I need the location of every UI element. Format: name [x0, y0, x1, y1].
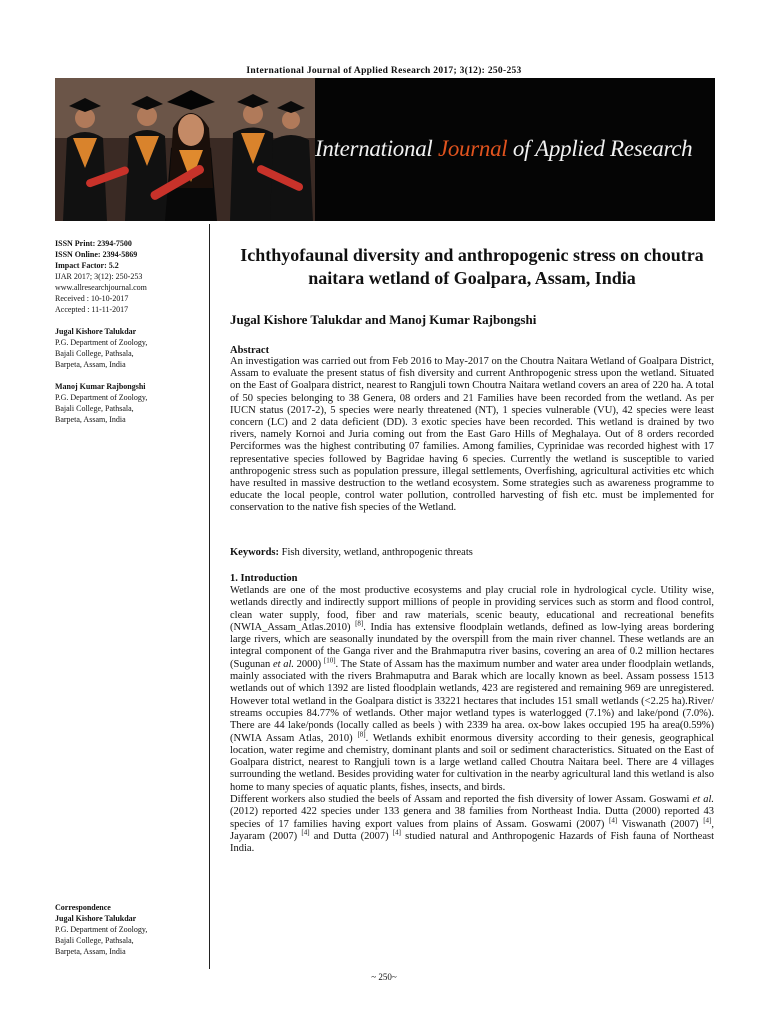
- citation-ref: [8]: [357, 730, 366, 739]
- author1-dept: P.G. Department of Zoology,: [55, 338, 148, 347]
- banner-title-accent: Journal: [437, 136, 508, 161]
- received-date: Received : 10-10-2017: [55, 294, 129, 303]
- introduction-heading: 1. Introduction: [230, 573, 298, 584]
- keywords-list: Fish diversity, wetland, anthropogenic threats: [279, 547, 473, 558]
- author2-dept: P.G. Department of Zoology,: [55, 393, 148, 402]
- paper-authors: Jugal Kishore Talukdar and Manoj Kumar Rajbongshi: [230, 312, 537, 327]
- intro-paragraph-1: Wetlands are one of the most productive ecosystems and play crucial role in hydrological cycle. Utility wise, wetlands directly and indirectly support millions of people in providing services such as storm and flood control, clean water supply, food, fiber and raw materials, scenic beauty, educational and recreational benefits (NWIA_Assam_Atlas.2010) [8]. India has extensive floodplain wetlands, defined as low-lying areas bordering large rivers, which are seasonally inundated by the overspill from the main river channel. These wetlands are an integral component of the Ganga river and the Brahmaputra river basins, covering an area of 0.2 million hectares (Sugunan et al. 2000) [10]. The State of Assam has the maximum number and water area under floodplain wetlands, mainly associated with the rivers Brahmaputra and Barak which are locally known as beel. Assam possess 1513 wetlands out of which 1392 are listed floodplain wetlands, 423 are registered and remaining 969 are unregistered. However total wetland in the Goalpara distict is 33221 hectares that includes 151 small wetlands (<2.25 ha).River/ streams occupies 84.77% of wetlands. Other major wetland types is waterlogged (7.1%) and lake/pond (7.0%). There are 44 lake/ponds (locally called as beels ) with 2339 ha area. ox-bow lakes occupied 195 ha area(0.59%) (NWIA Assam Atlas, 2010) [8]. Wetlands exhibit enormous diversity according to their genesis, geographical location, water regime and chemistry, dominant plants and soil or sediment characteristics. Situated on the East of Goalpara district, nearest to Rangjuli town is a large wetland called Choutra Naitara beel. There are 4 villages surrounding the wetland. Besides providing water for cultivation in the nearby agricultural land this wetland is also home to many species of aquatic plants, fishes, insects, and birds.: [230, 585, 715, 793]
- issn-print: ISSN Print: 2394-7500: [55, 239, 132, 248]
- article-info-sidebar: [55, 238, 205, 425]
- accepted-date: Accepted : 11-11-2017: [55, 305, 129, 314]
- author2-college: Bajali College, Pathsala,: [55, 404, 134, 413]
- abstract-text: An investigation was carried out from Feb 2016 to May-2017 on the Choutra Naitara Wetland of Goalpara District, Assam to evaluate the present status of fish diversity and current Anthropogenic stress upon the wetland. Situated on the East of Goalpara district, nearest to Rangjuli town Choutra Naitara wetland covers an area of 220 ha. A total of 50 species belonging to 38 Genera, 08 orders and 21 Families have been recorded from the wetland. As per IUCN status (2017-2), 5 species were nearly threatened (NT), 1 species vulnerable (VU), 42 species were least concern (LC) and 2 data deficient (DD). 3 exotic species have been recorded. This wetland is drained by two rivers, namely Kornoi and Juria coming out from the East Garo Hills of Meghalaya. Out of 8 orders recorded Perciformes was the highest contributing 07 families. Among families, Cyprinidae was recorded highest with 17 representative species followed by Bagridae having 6 species. Currently the wetland is susceptible to varied anthropogenic stress such as population pressure, illegal settlements, Overfishing, agricultural activities etc which have resulted in massive destruction to the wetland ecosystem. Some strategies such as awareness programme to educate the local people, control water pollution, controlled harvesting of fish etc. must be implemented for conservation to the native fish species of the Wetland.: [230, 356, 714, 514]
- citation-ref: [4]: [301, 828, 310, 837]
- author1-college: Bajali College, Pathsala,: [55, 349, 134, 358]
- column-divider: [209, 224, 210, 969]
- journal-header: International Journal of Applied Research 2017; 3(12): 250-253: [246, 66, 522, 76]
- ijar-citation: IJAR 2017; 3(12): 250-253: [55, 272, 143, 281]
- citation-ref: [4]: [609, 816, 618, 825]
- author2-name: Manoj Kumar Rajbongshi: [55, 382, 146, 391]
- intro-paragraph-2: Different workers also studied the beels of Assam and reported the fish diversity of lower Assam. Goswami et al. (2012) reported 422 species under 133 genera and 38 families from Northeast India. Dutta (2000) reported 43 species of 17 families having export values from plains of Assam. Goswami (2007) [4] Viswanath (2007) [4], Jayaram (2007) [4] and Dutta (2007) [4] studied natural and Anthropogenic Hazards of Fish fauna of Northeast India.: [230, 794, 715, 855]
- author1-place: Barpeta, Assam, India: [55, 360, 126, 369]
- citation-ref: [4]: [703, 816, 712, 825]
- page-number: ~ 250~: [371, 972, 397, 982]
- introduction-body: [230, 585, 714, 856]
- correspondence-college: Bajali College, Pathsala,: [55, 936, 134, 945]
- issn-online: ISSN Online: 2394-5869: [55, 250, 138, 259]
- keywords-label: Keywords:: [230, 547, 279, 558]
- abstract-heading: Abstract: [230, 345, 270, 356]
- paper-title: Ichthyofaunal diversity and anthropogenic stress on choutra naitara wetland of Goalpara, Assam, India: [240, 245, 704, 288]
- correspondence-dept: P.G. Department of Zoology,: [55, 925, 148, 934]
- author1-name: Jugal Kishore Talukdar: [55, 327, 137, 336]
- keywords: [230, 547, 714, 558]
- author2-place: Barpeta, Assam, India: [55, 415, 126, 424]
- correspondence-name: Jugal Kishore Talukdar: [55, 914, 137, 923]
- citation-ref: [8]: [355, 619, 364, 628]
- banner-title-suffix: of Applied Research: [507, 136, 693, 161]
- correspondence-label: Correspondence: [55, 903, 111, 912]
- citation-ref: [4]: [392, 828, 401, 837]
- banner-title-prefix: International: [315, 136, 438, 161]
- correspondence-place: Barpeta, Assam, India: [55, 947, 126, 956]
- impact-factor: Impact Factor: 5.2: [55, 261, 119, 270]
- graduates-photo: [55, 78, 315, 221]
- citation-ref: [10]: [323, 656, 336, 665]
- banner-title: [315, 136, 692, 162]
- correspondence-block: [55, 902, 205, 957]
- journal-banner: [55, 78, 715, 221]
- journal-website: www.allresearchjournal.com: [55, 283, 147, 292]
